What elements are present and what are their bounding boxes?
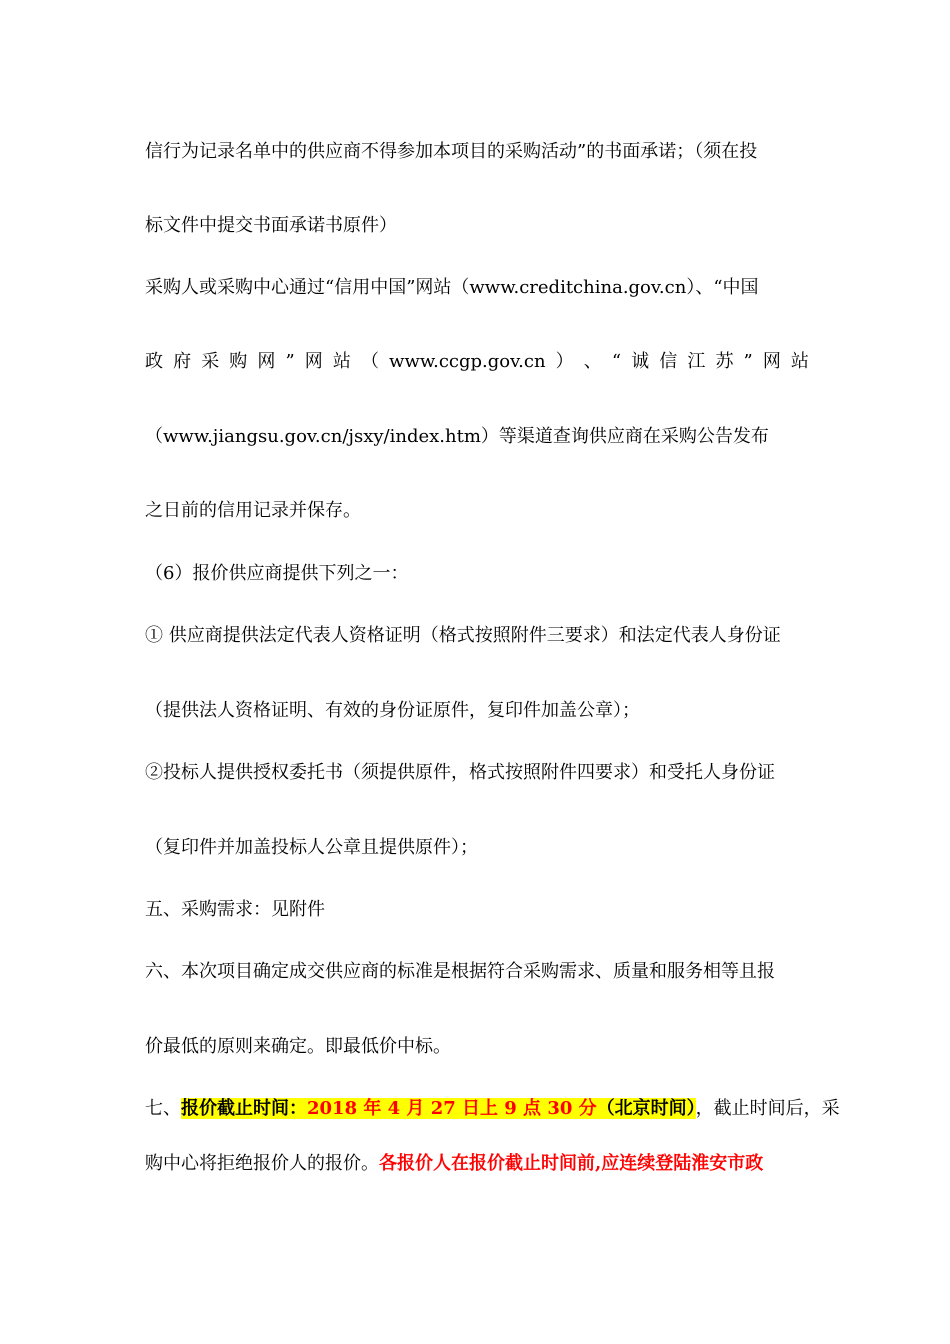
paragraph-line-11: （复印件并加盖投标人公章且提供原件）； [145, 837, 478, 858]
justified-char: 网 [304, 351, 323, 372]
justified-char: ” [743, 351, 753, 372]
justified-char: （ [360, 351, 379, 372]
justified-char: 站 [332, 351, 351, 372]
justified-char: ） [555, 351, 574, 372]
paragraph-line-3: 采购人或采购中心通过“信用中国”网站（www.creditchina.gov.cn）、“中国 [145, 277, 759, 298]
final-line-normal: 购中心将拒绝报价人的报价。 [145, 1153, 379, 1174]
justified-char: “ [611, 351, 622, 372]
paragraph-line-14: 价最低的原则来确定。即最低价中标。 [145, 1036, 451, 1057]
justified-url: www.ccgp.gov.cn [389, 351, 546, 372]
justified-char: 苏 [715, 351, 734, 372]
paragraph-line-13: 六、本次项目确定成交供应商的标准是根据符合采购需求、质量和服务相等且报 [145, 961, 775, 982]
deadline-line [145, 1097, 840, 1121]
paragraph-line-1: 信行为记录名单中的供应商不得参加本项目的采购活动”的书面承诺；（须在投 [145, 141, 758, 162]
final-line-red: 各报价人在报价截止时间前,应连续登陆淮安市政 [379, 1153, 764, 1174]
deadline-suffix: ，截止时间后，采 [695, 1098, 840, 1119]
deadline-time-highlight: 2018 年 4 月 27 日上 9 点 30 分 [307, 1098, 597, 1119]
deadline-label-highlight: 报价截止时间： [181, 1098, 307, 1119]
justified-char: ” [285, 351, 295, 372]
paragraph-line-9: （提供法人资格证明、有效的身份证原件，复印件加盖公章）； [145, 700, 640, 721]
justified-char: 、 [583, 351, 602, 372]
paragraph-line-5: （www.jiangsu.gov.cn/jsxy/index.htm）等渠道查询供应商在采购公告发布 [145, 426, 769, 447]
deadline-prefix: 七、 [145, 1098, 181, 1119]
deadline-zone-highlight: （北京时间） [596, 1098, 696, 1119]
justified-char: 诚 [631, 351, 650, 372]
paragraph-line-4-justified [145, 350, 809, 374]
paragraph-line-8: ① 供应商提供法定代表人资格证明（格式按照附件三要求）和法定代表人身份证 [145, 625, 781, 646]
paragraph-line-12: 五、采购需求：见附件 [145, 899, 325, 920]
justified-char: 网 [257, 351, 276, 372]
justified-char: 采 [201, 351, 220, 372]
justified-char: 江 [687, 351, 706, 372]
paragraph-line-2: 标文件中提交书面承诺书原件） [145, 215, 397, 236]
justified-char: 站 [790, 351, 809, 372]
justified-char: 网 [762, 351, 781, 372]
justified-char: 信 [659, 351, 678, 372]
justified-char: 政 [145, 351, 163, 372]
final-line [145, 1152, 809, 1176]
justified-char: 购 [229, 351, 248, 372]
paragraph-line-7: （6）报价供应商提供下列之一： [145, 563, 409, 584]
justified-char: 府 [173, 351, 192, 372]
paragraph-line-6: 之日前的信用记录并保存。 [145, 500, 361, 521]
paragraph-line-10: ②投标人提供授权委托书（须提供原件，格式按照附件四要求）和受托人身份证 [145, 762, 775, 783]
